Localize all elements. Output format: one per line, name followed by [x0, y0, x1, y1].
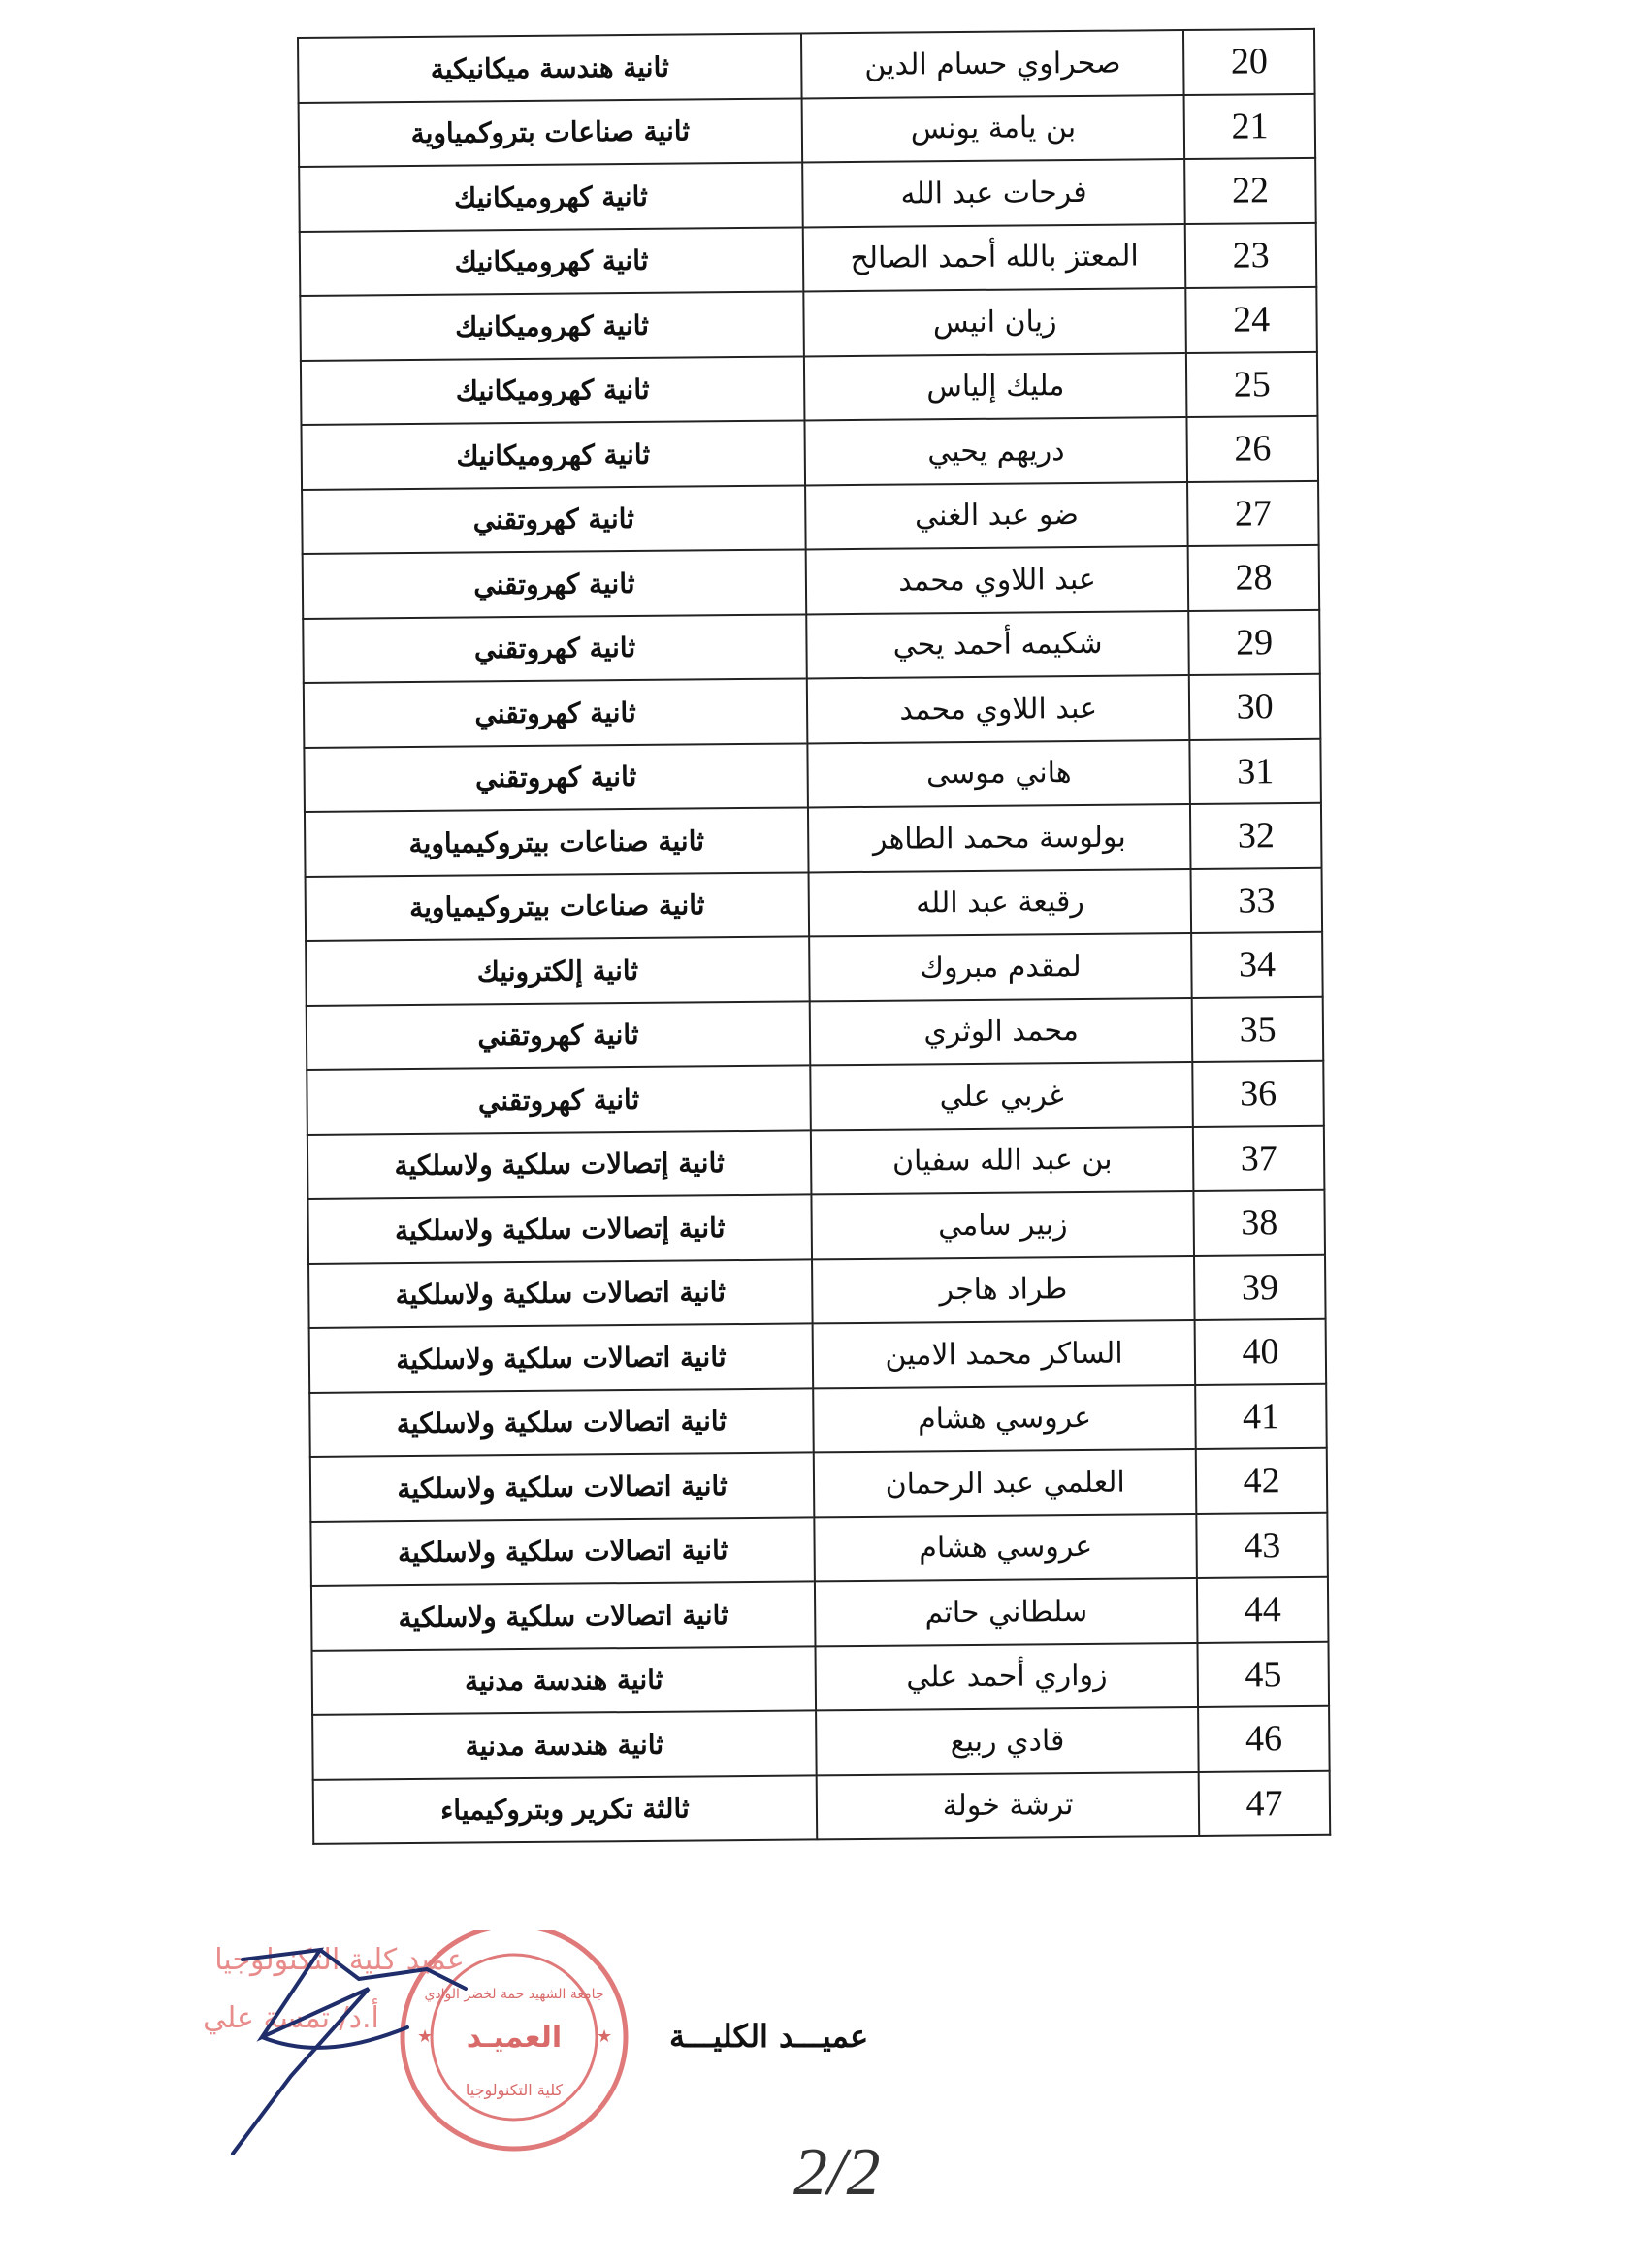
student-name: ضو عبد الغني — [805, 482, 1188, 550]
specialty: ثانية صناعات بيتروكيمياوية — [305, 807, 809, 876]
specialty: ثانية هندسة مدنية — [312, 1646, 817, 1715]
row-number: 21 — [1184, 93, 1315, 159]
row-number: 31 — [1190, 738, 1321, 804]
svg-text:العميـد: العميـد — [466, 2021, 563, 2055]
student-name: ترشة خولة — [817, 1771, 1200, 1839]
row-number: 28 — [1188, 545, 1319, 611]
student-name: سلطاني حاتم — [815, 1578, 1198, 1646]
table-row — [298, 29, 1315, 103]
student-name: العلمي عبد الرحمان — [814, 1449, 1197, 1517]
specialty: ثانية اتصالات سلكية ولاسلكية — [309, 1323, 814, 1392]
page-number: 2/2 — [793, 2135, 881, 2210]
specialty: ثانية كهروتقني — [303, 549, 807, 618]
student-name: غربي علي — [810, 1062, 1193, 1130]
table-row — [300, 287, 1317, 361]
student-name: رقيعة عبد الله — [809, 868, 1192, 936]
student-name: قادي ربيع — [816, 1707, 1199, 1775]
row-number: 45 — [1198, 1641, 1329, 1707]
row-number: 35 — [1192, 996, 1323, 1062]
specialty: ثانية كهروتقني — [307, 1065, 811, 1134]
table-row — [312, 1641, 1330, 1715]
table-row — [310, 1512, 1328, 1586]
table-row — [307, 1190, 1325, 1264]
row-number: 26 — [1187, 416, 1318, 482]
specialty: ثانية اتصالات سلكية ولاسلكية — [311, 1581, 816, 1650]
dean-label: عميـــد الكليـــة — [669, 2018, 869, 2055]
specialty: ثانية كهروميكانيك — [301, 420, 805, 489]
row-number: 39 — [1194, 1254, 1325, 1320]
specialty: ثانية كهروميكانيك — [300, 227, 804, 296]
table-row — [313, 1770, 1331, 1844]
row-number: 25 — [1186, 351, 1317, 417]
specialty: ثانية هندسة مدنية — [312, 1710, 817, 1779]
row-number: 47 — [1199, 1770, 1330, 1836]
stamp-and-signature — [116, 1930, 660, 2183]
handwritten-signature — [233, 1950, 466, 2154]
student-name: عبد اللاوي محمد — [807, 675, 1190, 743]
student-name: بن يامة يونس — [802, 95, 1185, 163]
specialty: ثانية كهروتقني — [307, 1001, 811, 1070]
specialty: ثانية كهروتقني — [302, 485, 806, 554]
specialty: ثانية صناعات بتروكمياوية — [299, 98, 803, 167]
specialty: ثانية كهروميكانيك — [299, 162, 803, 231]
students-table — [297, 28, 1331, 1845]
student-name: عبد اللاوي محمد — [806, 546, 1189, 614]
row-number: 23 — [1185, 222, 1316, 288]
student-name: بن عبد الله سفيان — [811, 1126, 1194, 1194]
specialty: ثانية اتصالات سلكية ولاسلكية — [309, 1388, 814, 1457]
table-row — [312, 1706, 1330, 1780]
svg-text:جامعة الشهيد حمة لخضر الوادي: جامعة الشهيد حمة لخضر الوادي — [424, 1987, 604, 2002]
student-name: دريهم يحيي — [805, 417, 1188, 485]
specialty: ثانية هندسة ميكانيكية — [298, 33, 802, 102]
table-row — [311, 1577, 1329, 1651]
student-name: هاني موسى — [807, 739, 1190, 807]
row-number: 32 — [1190, 803, 1321, 869]
specialty: ثانية كهروميكانيك — [301, 356, 805, 425]
student-name: المعتز بالله أحمد الصالح — [803, 224, 1186, 292]
table-row — [307, 1061, 1324, 1135]
svg-text:أ.د/ تمسة علي: أ.د/ تمسة علي — [203, 2001, 379, 2035]
specialty: ثانية اتصالات سلكية ولاسلكية — [308, 1259, 813, 1328]
specialty: ثانية كهروتقني — [303, 614, 807, 683]
row-number: 20 — [1183, 29, 1314, 95]
student-name: شكيمه أحمد يحي — [806, 610, 1189, 678]
row-number: 29 — [1188, 609, 1319, 675]
row-number: 44 — [1197, 1577, 1328, 1643]
row-number: 42 — [1196, 1448, 1327, 1514]
row-number: 33 — [1191, 867, 1322, 933]
row-number: 36 — [1193, 1061, 1324, 1127]
specialty: ثانية اتصالات سلكية ولاسلكية — [310, 1517, 815, 1586]
specialty: ثالثة تكرير وبتروكيمياء — [313, 1775, 818, 1844]
table-row — [307, 1125, 1325, 1199]
student-name: لمقدم مبروك — [809, 933, 1192, 1001]
student-name: مليك إلياس — [804, 353, 1187, 421]
table-row — [303, 609, 1320, 683]
table-row — [303, 545, 1320, 619]
student-name: زبير سامي — [811, 1191, 1194, 1259]
row-number: 30 — [1189, 674, 1320, 740]
svg-text:★: ★ — [417, 2026, 434, 2047]
row-number: 34 — [1191, 932, 1322, 998]
student-name: الساكر محمد الامين — [813, 1320, 1196, 1388]
table-row — [301, 351, 1318, 425]
table-row — [304, 674, 1321, 748]
specialty: ثانية إتصالات سلكية ولاسلكية — [307, 1130, 812, 1199]
student-name: عروسي هشام — [813, 1384, 1196, 1452]
student-name: محمد الوثري — [810, 997, 1193, 1065]
table-row — [300, 222, 1317, 296]
row-number: 43 — [1197, 1512, 1328, 1578]
table-row — [302, 480, 1319, 554]
specialty: ثانية اتصالات سلكية ولاسلكية — [310, 1452, 815, 1521]
table-row — [309, 1319, 1327, 1393]
row-number: 37 — [1193, 1125, 1324, 1191]
table-row — [307, 996, 1324, 1070]
student-name: طراد هاجر — [812, 1255, 1195, 1323]
svg-text:عميد كلية التكنولوجيا: عميد كلية التكنولوجيا — [214, 1943, 465, 1977]
svg-text:كلية التكنولوجيا: كلية التكنولوجيا — [465, 2081, 564, 2099]
specialty: ثانية كهروتقني — [304, 743, 808, 812]
specialty: ثانية صناعات بيتروكيمياوية — [306, 872, 810, 941]
svg-text:★: ★ — [597, 2026, 613, 2047]
table-row — [299, 158, 1316, 232]
row-number: 38 — [1194, 1190, 1325, 1256]
student-name: فرحات عبد الله — [802, 159, 1185, 227]
table-row — [308, 1254, 1326, 1328]
table-row — [301, 416, 1318, 490]
row-number: 40 — [1195, 1319, 1326, 1385]
row-number: 22 — [1184, 158, 1315, 224]
specialty: ثانية كهروميكانيك — [300, 291, 804, 360]
student-name: زواري أحمد علي — [816, 1642, 1199, 1710]
row-number: 46 — [1198, 1706, 1329, 1772]
table-row — [305, 803, 1322, 877]
table-row — [306, 867, 1323, 941]
row-number: 24 — [1186, 287, 1317, 353]
student-name: زيان انيس — [803, 288, 1186, 356]
table-row — [310, 1448, 1328, 1522]
row-number: 41 — [1195, 1383, 1326, 1449]
row-number: 27 — [1187, 480, 1318, 546]
specialty: ثانية إتصالات سلكية ولاسلكية — [307, 1194, 812, 1263]
specialty: ثانية إلكترونيك — [306, 936, 810, 1005]
table-row — [309, 1383, 1327, 1457]
table-row — [304, 738, 1321, 812]
student-name: عروسي هشام — [814, 1513, 1197, 1581]
table-row — [299, 93, 1316, 167]
table-row — [306, 932, 1323, 1006]
student-name: صحراوي حسام الدين — [801, 30, 1184, 98]
specialty: ثانية كهروتقني — [304, 678, 808, 747]
student-name: بولوسة محمد الطاهر — [808, 804, 1191, 872]
